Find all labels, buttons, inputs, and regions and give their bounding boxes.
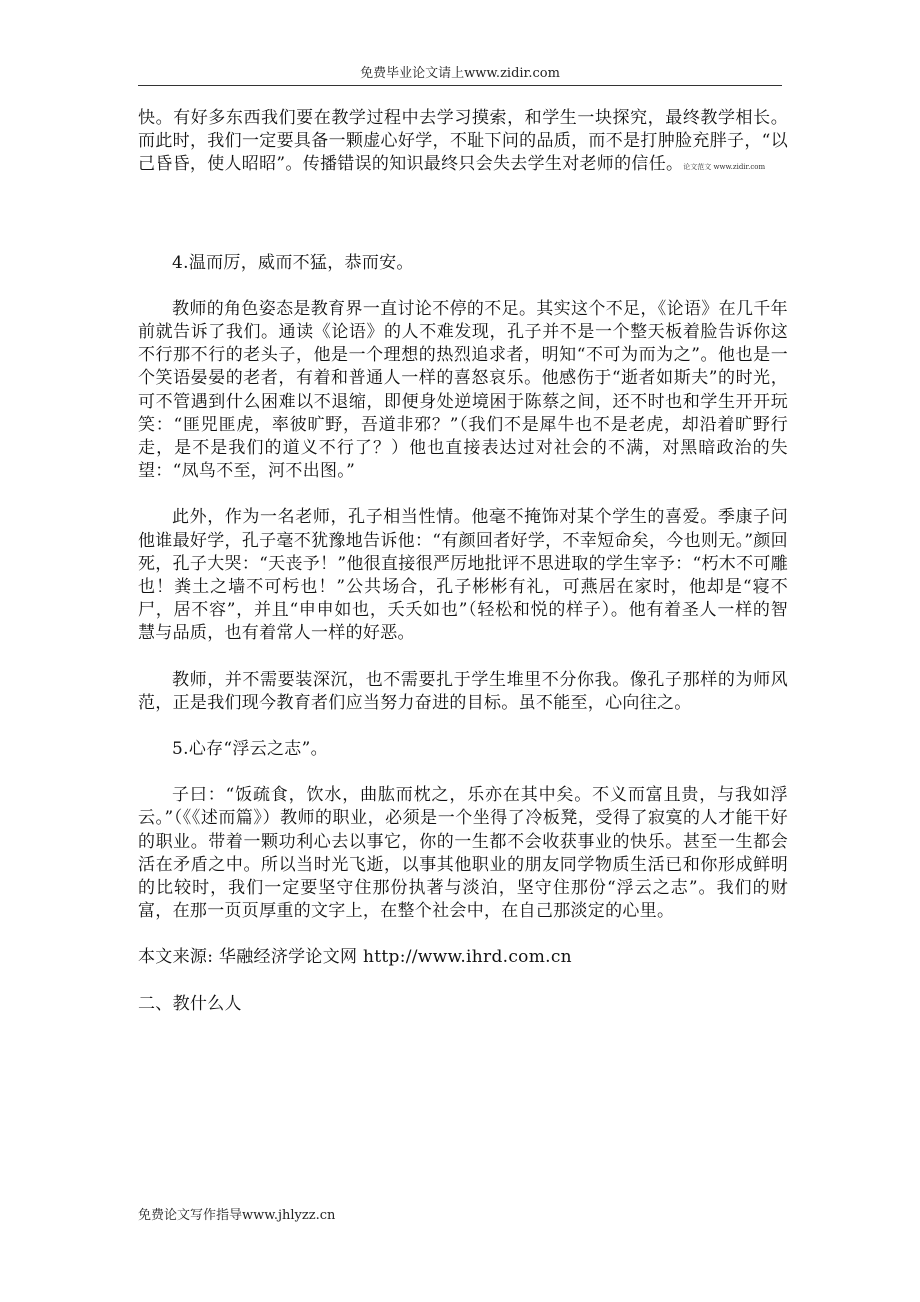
section-heading: 二、教什么人 [138, 993, 242, 1014]
paragraph-continuation [138, 107, 788, 180]
heading-4: 4.温而厉，威而不猛，恭而安。 [172, 252, 414, 273]
article-body [138, 107, 788, 1016]
paragraph-teacher-style: 教师，并不需要装深沉，也不需要扎于学生堆里不分你我。像孔子那样的为师风范，正是我们现今教育者们应当努力奋进的目标。虽不能至，心向往之。 [138, 669, 788, 713]
inline-watermark-note: 论文范文 www.zidir.com [683, 163, 766, 172]
paragraph-teacher-role: 教师的角色姿态是教育界一直讨论不停的不足。其实这个不足，《论语》在几千年前就告诉了我们。通读《论语》的人不难发现，孔子并不是一个整天板着脸告诉你这不行那不行的老头子，他是一个理想的热烈追求者，明知“不可为而为之”。他也是一个笑语晏晏的老者，有着和普通人一样的喜怒哀乐。他感伤于“逝者如斯夫”的时光，可不管遇到什么困难以不退缩，即便身处逆境困于陈蔡之间，还不时也和学生开开玩笑：“匪兕匪虎，率彼旷野，吾道非邪？”（我们不是犀牛也不是老虎，却沿着旷野行走，是不是我们的道义不行了？）他也直接表达过对社会的不满，对黑暗政治的失望：“凤鸟不至，河不出图。” [138, 298, 788, 482]
page-footer: 免费论文写作指导www.jhlyzz.cn [138, 1208, 336, 1223]
header-divider [138, 85, 782, 86]
paragraph-confucius-temperament: 此外，作为一名老师，孔子相当性情。他毫不掩饰对某个学生的喜爱。季康子问他谁最好学，孔子毫不犹豫地告诉他：“有颜回者好学，不幸短命矣，今也则无。”颜回死，孔子大哭：“天丧予！”他很直接很严厉地批评不思进取的学生宰予：“朽木不可雕也！粪土之墙不可杇也！”公共场合，孔子彬彬有礼，可燕居在家时，他却是“寝不尸，居不容”，并且“申申如也，夭夭如也”（轻松和悦的样子）。他有着圣人一样的智慧与品质，也有着常人一样的好恶。 [138, 507, 788, 644]
page-header: 免费毕业论文请上www.zidir.com [360, 66, 560, 81]
source-line: 本文来源: 华融经济学论文网 http://www.ihrd.com.cn [138, 947, 572, 968]
paragraph-continuation-text: 快。有好多东西我们要在教学过程中去学习摸索，和学生一块探究，最终教学相长。而此时，我们一定要具备一颗虚心好学，不耻下问的品质，而不是打肿脸充胖子，“以己昏昏，使人昭昭”。传播错误的知识最终只会失去学生对老师的信任。 [138, 108, 788, 175]
heading-5: 5.心存“浮云之志”。 [172, 739, 328, 760]
paragraph-floating-cloud: 子曰：“饭疏食，饮水，曲肱而枕之，乐亦在其中矣。不义而富且贵，与我如浮云。”（《《述而篇》）教师的职业，必须是一个坐得了冷板凳，受得了寂寞的人才能干好的职业。带着一颗功利心去以事它，你的一生都不会收获事业的快乐。甚至一生都会活在矛盾之中。所以当时光飞逝，以事其他职业的朋友同学物质生活已和你形成鲜明的比较时，我们一定要坚守住那份执著与淡泊，坚守住那份“浮云之志”。我们的财富，在那一页页厚重的文字上，在整个社会中，在自己那淡定的心里。 [138, 785, 788, 922]
